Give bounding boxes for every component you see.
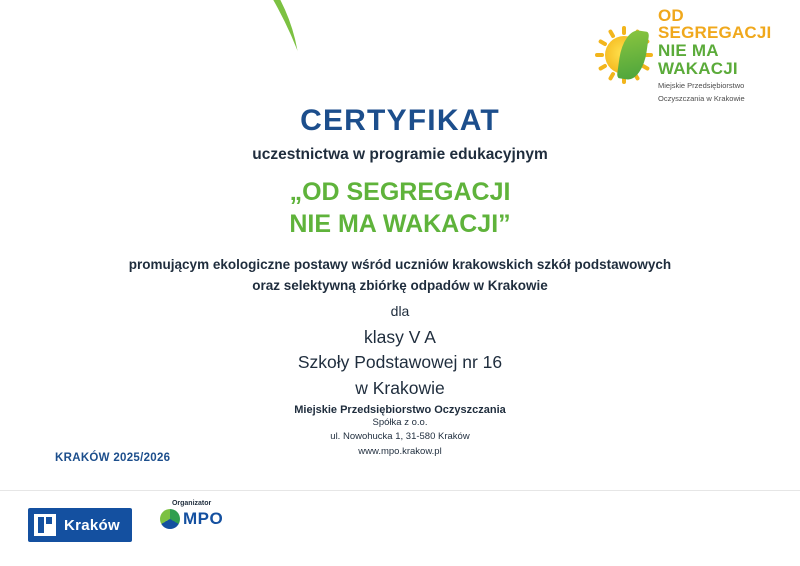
program-logo [596,5,796,103]
program-logo-text [658,7,796,104]
recipient-class: klasy V A [364,327,436,347]
for-label: dla [390,303,410,319]
issuer-name: Miejskie Przedsiębiorstwo Oczyszczania [294,404,506,416]
recipient-city: w Krakowie [355,377,445,398]
program-logo-line2: NIE MA WAKACJI [658,41,738,79]
krakow-logo-label: Kraków [64,516,120,534]
organizator-label: Organizator [171,500,212,507]
mpo-logo-block [160,500,223,529]
program-logo-caption-line2: Oczyszczania w Krakowie [658,93,745,103]
mpo-swirl-icon [160,509,180,529]
certificate-subtitle: uczestnictwa w programie edukacyjnym [252,146,548,163]
page-title: CERTYFIKAT [300,104,500,137]
program-name-line2: NIE MA WAKACJI” [289,210,511,238]
mpo-logo [160,509,223,529]
issuer-block [128,404,672,459]
program-name-line1: „OD SEGREGACJI [289,178,511,206]
program-logo-caption-line1: Miejskie Przedsiębiorstwo [658,80,745,90]
certificate-content [128,0,672,490]
mpo-logo-label: MPO [183,509,224,528]
issuer-website: www.mpo.krakow.pl [358,445,442,457]
city-year-label: KRAKÓW 2025/2026 [55,452,171,464]
program-logo-line1: OD SEGREGACJI [658,5,772,43]
program-description-line1: promującym ekologiczne postawy wśród uczniów krakowskich szkół podstawowych [128,257,672,272]
program-description [118,255,682,297]
krakow-logo [28,508,132,542]
issuer-legal-form: Spółka z o.o. [372,417,428,428]
krakow-crest-icon [34,514,56,536]
recipient-school: Szkoły Podstawowej nr 16 [297,352,503,373]
sun-leaf-icon [596,27,652,83]
recipient-block [128,325,672,401]
program-description-line2: oraz selektywną zbiórkę odpadów w Krakowie [252,277,548,293]
issuer-address: ul. Nowohucka 1, 31-580 Kraków [330,431,470,443]
program-name [128,176,672,240]
